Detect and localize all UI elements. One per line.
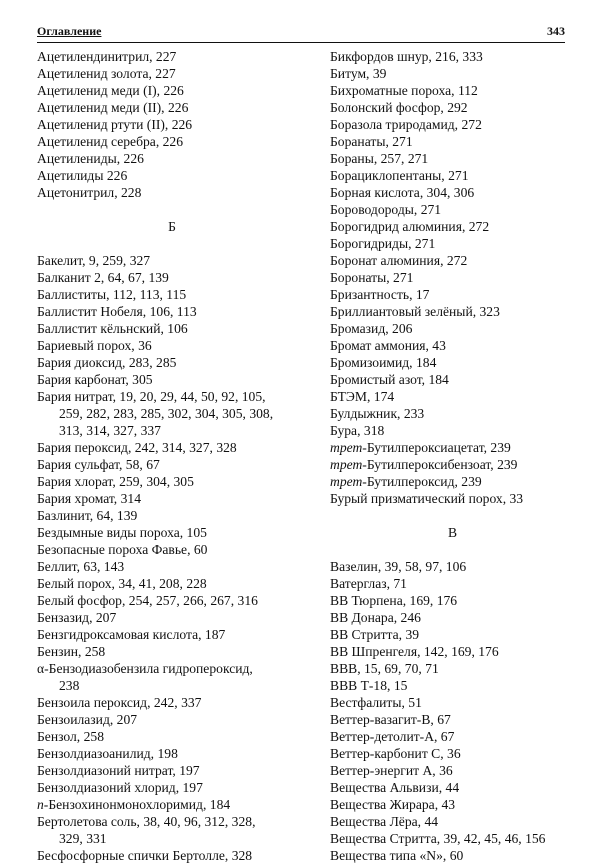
index-entry-text: -Бутилпероксид, 239 xyxy=(362,474,482,489)
index-entry: Веттер-энергит А, 36 xyxy=(330,763,453,778)
running-header xyxy=(37,22,565,43)
index-entry: Борная кислота, 304, 306 xyxy=(330,185,475,200)
index-entry: Бура, 318 xyxy=(330,423,385,438)
index-entry: Бикфордов шнур, 216, 333 xyxy=(330,49,483,64)
index-entry: Баллистит Нобеля, 106, 113 xyxy=(37,304,197,319)
italic-prefix: трет xyxy=(330,440,363,455)
index-entry: Белый порох, 34, 41, 208, 228 xyxy=(37,576,207,591)
entry-list-b-part1 xyxy=(37,252,307,388)
index-entry: Ацетиленид меди (II), 226 xyxy=(37,100,189,115)
index-entry: Бромизоимид, 184 xyxy=(330,355,437,370)
index-entry: ВВ Донара, 246 xyxy=(330,610,421,625)
index-entry: Вещества Стритта, 39, 42, 45, 46, 156 xyxy=(330,831,546,846)
index-entry-text: -Бутилпероксиацетат, 239 xyxy=(362,440,511,455)
entry-list-b-part6 xyxy=(330,490,575,507)
index-entry: Бензазид, 207 xyxy=(37,610,117,625)
index-entry: Ацетиленид меди (I), 226 xyxy=(37,83,184,98)
index-entry: Ацетилениды, 226 xyxy=(37,151,144,166)
index-entry: Бризантность, 17 xyxy=(330,287,430,302)
index-entry: Ацетиленид серебра, 226 xyxy=(37,134,184,149)
index-entry: Бездымные виды пороха, 105 xyxy=(37,525,207,540)
entry-list-b-part4 xyxy=(37,847,307,864)
index-entry: Бариевый порох, 36 xyxy=(37,338,152,353)
index-entry: Бертолетова соль, 38, 40, 96, 312, 328, xyxy=(37,814,256,829)
italic-prefix: трет xyxy=(330,474,363,489)
index-entry: Боронат алюминия, 272 xyxy=(330,253,468,268)
index-entry: Вещества Альвизи, 44 xyxy=(330,780,460,795)
index-entry-continuation: 313, 314, 327, 337 xyxy=(59,423,161,438)
index-entry: Беллит, 63, 143 xyxy=(37,559,125,574)
index-entry: Вестфалиты, 51 xyxy=(330,695,422,710)
index-entry: Веттер-карбонит С, 36 xyxy=(330,746,461,761)
index-entry: Болонский фосфор, 292 xyxy=(330,100,468,115)
index-entry: ВВ Шпренгеля, 142, 169, 176 xyxy=(330,644,499,659)
index-entry: Вазелин, 39, 58, 97, 106 xyxy=(330,559,467,574)
entry-list-a-tail xyxy=(37,48,307,201)
index-entry: ВВВ, 15, 69, 70, 71 xyxy=(330,661,439,676)
index-entry: Борогидрид алюминия, 272 xyxy=(330,219,490,234)
index-entry: Ацетонитрил, 228 xyxy=(37,185,142,200)
index-entry-continuation: 238 xyxy=(59,678,80,693)
index-entry: Бромат аммония, 43 xyxy=(330,338,446,353)
running-header-title: Оглавление xyxy=(37,24,102,38)
index-entry: Вещества типа «N», 60 xyxy=(330,848,464,863)
index-entry: БТЭМ, 174 xyxy=(330,389,395,404)
index-entry: Боранаты, 271 xyxy=(330,134,413,149)
index-entry: Бакелит, 9, 259, 327 xyxy=(37,253,151,268)
index-entry: Бромазид, 206 xyxy=(330,321,413,336)
index-entry xyxy=(330,473,575,490)
index-entry: Бензин, 258 xyxy=(37,644,106,659)
index-entry: Бария сульфат, 58, 67 xyxy=(37,457,160,472)
index-entry: Бария пероксид, 242, 314, 327, 328 xyxy=(37,440,237,455)
index-entry: Бензолдиазоанилид, 198 xyxy=(37,746,178,761)
index-entry: Бихроматные пороха, 112 xyxy=(330,83,478,98)
index-entry: Бензоила пероксид, 242, 337 xyxy=(37,695,202,710)
index-entry: Веттер-вазагит-В, 67 xyxy=(330,712,451,727)
index-entry: Вещества Лёра, 44 xyxy=(330,814,439,829)
section-letter-b: Б xyxy=(168,219,176,234)
italic-prefix: n xyxy=(37,797,44,812)
index-entry: Боронаты, 271 xyxy=(330,270,414,285)
index-entry: α-Бензодиазобензила гидропероксид, xyxy=(37,661,253,676)
index-entry: Булдыжник, 233 xyxy=(330,406,425,421)
index-entry: Ацетиленид золота, 227 xyxy=(37,66,176,81)
index-entry: Борациклопентаны, 271 xyxy=(330,168,469,183)
section-letter-v: В xyxy=(447,525,458,540)
entry-list-v xyxy=(330,558,575,864)
index-entry: Бензолдиазоний нитрат, 197 xyxy=(37,763,200,778)
index-entry: Белый фосфор, 254, 257, 266, 267, 316 xyxy=(37,593,258,608)
index-entry: Бария хлорат, 259, 304, 305 xyxy=(37,474,194,489)
index-entry: Бензол, 258 xyxy=(37,729,104,744)
index-entry: Бурый призматический порох, 33 xyxy=(330,491,524,506)
index-entry: Бороводороды, 271 xyxy=(330,202,442,217)
index-entry: ВВВ Т-18, 15 xyxy=(330,678,408,693)
index-entry: Вещества Жирара, 43 xyxy=(330,797,456,812)
index-entry: Бесфосфорные спички Бертолле, 328 xyxy=(37,848,253,863)
index-entry: Баллиститы, 112, 113, 115 xyxy=(37,287,187,302)
index-entry: Бария нитрат, 19, 20, 29, 44, 50, 92, 105, xyxy=(37,389,266,404)
index-entry-continuation: 329, 331 xyxy=(59,831,107,846)
index-entry: Битум, 39 xyxy=(330,66,387,81)
index-entry: Бриллиантовый зелёный, 323 xyxy=(330,304,500,319)
index-column-left xyxy=(37,48,307,864)
index-entry: Ацетилендинитрил, 227 xyxy=(37,49,177,64)
index-entry: Базлинит, 64, 139 xyxy=(37,508,138,523)
index-entry: Безопасные пороха Фавье, 60 xyxy=(37,542,208,557)
index-entry-text: -Бутилпероксибензоат, 239 xyxy=(362,457,518,472)
index-entry xyxy=(330,456,575,473)
index-entry xyxy=(37,796,307,813)
entry-list-b-part3 xyxy=(37,694,307,796)
index-column-right xyxy=(330,48,575,864)
index-entry: Ацетилиды 226 xyxy=(37,168,128,183)
index-entry: Ацетиленид ртути (II), 226 xyxy=(37,117,193,132)
entry-list-b-part2 xyxy=(37,439,307,660)
index-entry: Бромистый азот, 184 xyxy=(330,372,449,387)
italic-prefix: трет xyxy=(330,457,363,472)
index-entry: ВВ Стритта, 39 xyxy=(330,627,420,642)
index-entry: Боразола триродамид, 272 xyxy=(330,117,482,132)
index-entry xyxy=(330,439,575,456)
index-entry: Борогидриды, 271 xyxy=(330,236,436,251)
index-entry-continuation: 259, 282, 283, 285, 302, 304, 305, 308, xyxy=(59,406,274,421)
index-entry: Баллистит кёльнский, 106 xyxy=(37,321,188,336)
index-entry-text: -Бензохинонмонохлоримид, 184 xyxy=(43,797,231,812)
index-entry: Бораны, 257, 271 xyxy=(330,151,429,166)
index-entry: Веттер-детолит-А, 67 xyxy=(330,729,455,744)
index-entry: Бария хромат, 314 xyxy=(37,491,141,506)
index-entry: Ватерглаз, 71 xyxy=(330,576,407,591)
index-entry: Бензолдиазоний хлорид, 197 xyxy=(37,780,203,795)
index-entry: Бария карбонат, 305 xyxy=(37,372,153,387)
entry-list-b-part5 xyxy=(330,48,575,439)
index-entry: ВВ Тюрпена, 169, 176 xyxy=(330,593,458,608)
index-entry: Бария диоксид, 283, 285 xyxy=(37,355,177,370)
index-entry: Бензоилазид, 207 xyxy=(37,712,138,727)
page-number: 343 xyxy=(547,24,565,38)
index-entry: Балканит 2, 64, 67, 139 xyxy=(37,270,169,285)
index-entry: Бензгидроксамовая кислота, 187 xyxy=(37,627,226,642)
